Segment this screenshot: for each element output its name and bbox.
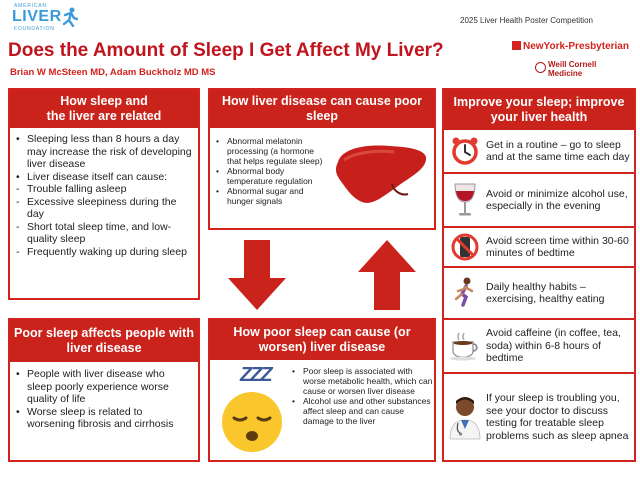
list-item: • Alcohol use and other substances affect sleep and can cause damage to the liver <box>292 396 434 426</box>
list-item: • Poor sleep is associated with worse metabolic health, which can cause or worsen liver disease <box>292 366 434 396</box>
tip-alcohol <box>444 174 634 228</box>
liver-icon <box>332 140 432 214</box>
logo-top-text: AMERICAN <box>14 3 47 9</box>
sleep-zzz-text: ZZZ <box>240 364 271 386</box>
page-title: Does the Amount of Sleep I Get Affect My Liver? <box>8 40 444 61</box>
panel-sleep-liver-related <box>8 88 200 300</box>
list-item: • Abnormal body temperature regulation <box>216 166 328 186</box>
american-liver-foundation-logo <box>10 2 76 32</box>
panel-liver-disease-poor-sleep <box>208 88 436 230</box>
competition-label: 2025 Liver Health Poster Competition <box>460 16 593 25</box>
panel-heading: How liver disease can cause poor sleep <box>210 90 434 128</box>
tip-text: Get in a routine – go to sleep and at the same time each day <box>486 138 630 163</box>
panel-list <box>10 128 198 258</box>
list-item: • Sleeping less than 8 hours a day may increase the risk of developing liver disease <box>16 133 192 171</box>
arrow-up-icon <box>358 240 416 310</box>
panel-heading: How poor sleep can cause (or worsen) liver disease <box>210 320 434 360</box>
no-phone-icon <box>450 232 480 262</box>
tip-healthy-habits <box>444 268 634 320</box>
coffee-cup-icon <box>449 331 481 361</box>
list-item: • Liver disease itself can cause: <box>16 171 192 184</box>
arrow-down-icon <box>228 240 286 310</box>
hospital-name: NewYork-Presbyterian <box>523 41 629 52</box>
hospital-logo <box>512 41 629 52</box>
tip-text: Avoid or minimize alcohol use, especially in the evening <box>486 187 628 212</box>
panel-heading <box>10 90 198 128</box>
list-item: - Frequently waking up during sleep <box>16 246 192 259</box>
runner-logo-icon <box>60 7 78 27</box>
tip-see-doctor <box>444 374 634 460</box>
list-item: - Short total sleep time, and low-quality sleep <box>16 221 192 246</box>
list-item: • Abnormal sugar and hunger signals <box>216 186 328 206</box>
logo-bottom-text: FOUNDATION <box>14 26 55 32</box>
doctor-icon <box>447 393 483 441</box>
tip-routine <box>444 130 634 174</box>
list-item: - Excessive sleepiness during the day <box>16 196 192 221</box>
tip-text: Daily healthy habits – exercising, healthy eating <box>486 280 605 305</box>
tip-text: Avoid caffeine (in coffee, tea, soda) within 6-8 hours of bedtime <box>486 327 621 365</box>
college-seal-icon <box>535 62 546 73</box>
alarm-clock-icon <box>450 136 480 166</box>
panel-heading: Poor sleep affects people with liver disease <box>10 320 198 362</box>
list-item: • Worse sleep is related to worsening fibrosis and cirrhosis <box>16 406 192 431</box>
nyp-mark-icon <box>512 41 521 50</box>
heading-line-2: the liver are related <box>46 109 162 123</box>
wine-glass-icon <box>452 182 478 218</box>
runner-icon <box>452 277 478 309</box>
tip-screen-time <box>444 228 634 268</box>
college-logo <box>548 60 596 78</box>
panel-poor-sleep-causes-liver-disease <box>208 318 436 462</box>
authors: Brian W McSteen MD, Adam Buckholz MD MS <box>10 67 216 78</box>
panel-list <box>10 362 198 431</box>
list-item: • Abnormal melatonin processing (a hormone that helps regulate sleep) <box>216 136 328 166</box>
panel-poor-sleep-affects <box>8 318 200 462</box>
heading-line-1: How sleep and <box>60 94 148 108</box>
panel-list <box>216 136 328 206</box>
panel-list <box>292 366 434 426</box>
college-name-2: Medicine <box>548 69 583 78</box>
list-item: - Trouble falling asleep <box>16 183 192 196</box>
logo-main-text: LIVER <box>12 8 62 25</box>
tip-caffeine <box>444 320 634 374</box>
tip-text: Avoid screen time within 30-60 minutes of bedtime <box>486 234 629 259</box>
panel-heading: Improve your sleep; improve your liver health <box>444 90 634 130</box>
list-item: • People with liver disease who sleep poorly experience worse quality of life <box>16 368 192 406</box>
tip-text: If your sleep is troubling you, see your doctor to discuss testing for treatable sleep problems such as sleep apnea <box>486 392 629 442</box>
college-name-1: Weill Cornell <box>548 60 597 69</box>
